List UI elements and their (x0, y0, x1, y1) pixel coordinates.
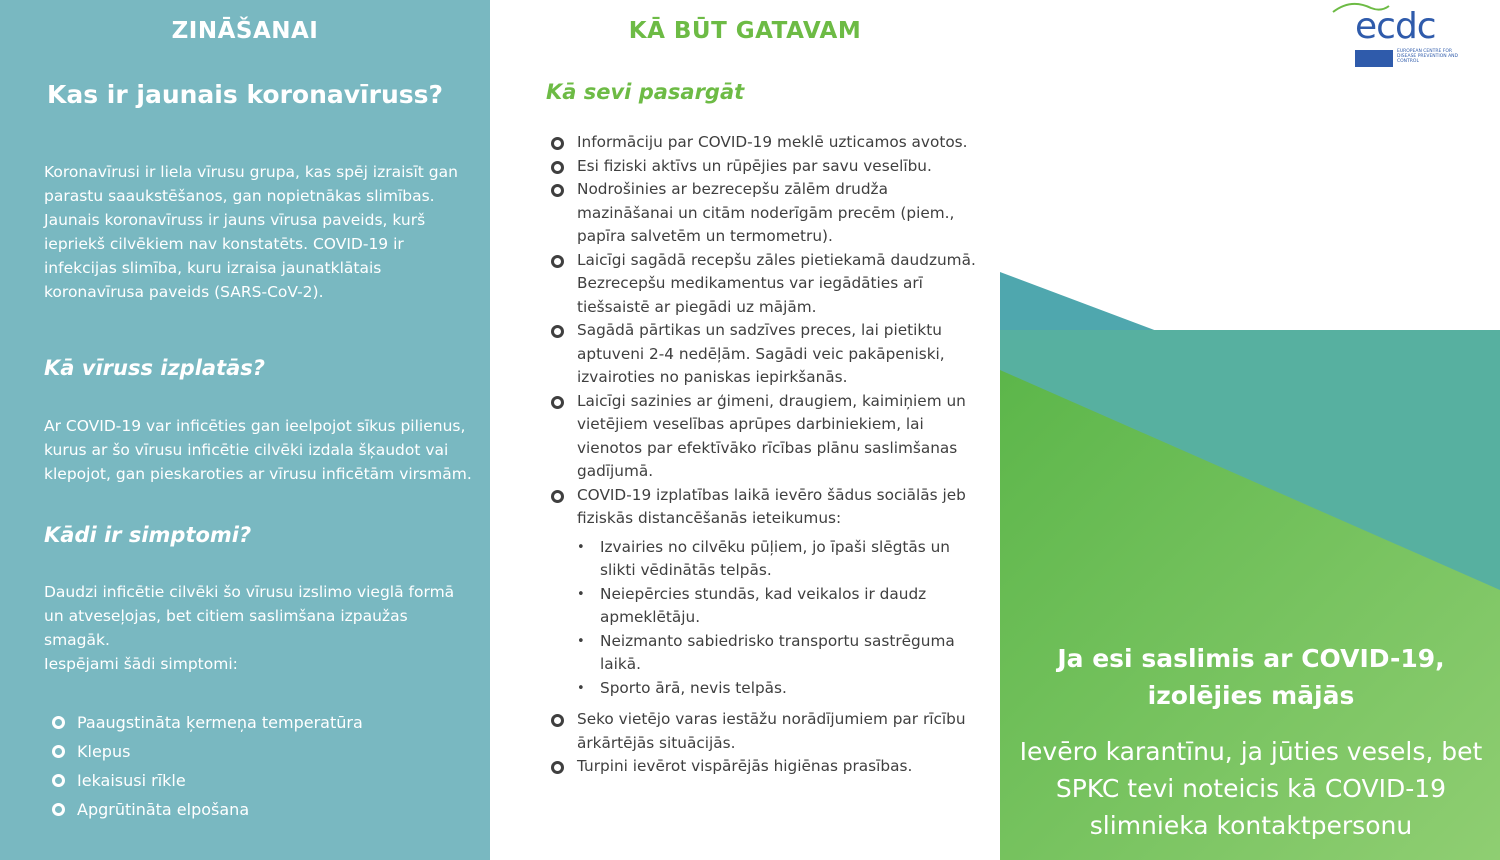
logo-subtitle: EUROPEAN CENTRE FOR DISEASE PREVENTION AND CONTROL (1397, 49, 1458, 64)
circle-bullet-icon (551, 325, 564, 338)
quarantine-text: Ievēro karantīnu, ja jūties vesels, bet SPKC tevi noteicis kā COVID-19 slimnieka kontaktpersonu (1019, 737, 1483, 840)
list-item: Sagādā pārtikas un sadzīves preces, lai pietiktu aptuveni 2-4 nedēļām. Sagādi veic pakāpeniski, izvairoties no paniskas iepirkšanās. (551, 319, 981, 390)
circle-bullet-icon (551, 490, 564, 503)
list-item: Klepus (52, 737, 363, 766)
list-item: Informāciju par COVID-19 meklē uzticamos avotos. (551, 131, 981, 155)
coronavirus-title: Kas ir jaunais koronavīruss? (46, 80, 444, 109)
decorative-panel (1000, 0, 1500, 860)
symptoms-intro: Iespējami šādi simptomi: (44, 655, 238, 673)
symptoms-text-block (44, 580, 474, 676)
isolation-heading: Ja esi saslimis ar COVID-19, izolējies mājās (1057, 644, 1445, 710)
circle-bullet-icon (551, 255, 564, 268)
protection-tips-list (551, 131, 981, 779)
list-item: • Izvairies no cilvēku pūļiem, jo īpaši slēgtās un slikti vēdinātās telpās. (577, 536, 981, 583)
circle-bullet-icon (52, 803, 65, 816)
circle-bullet-icon (551, 761, 564, 774)
list-item: • Sporto ārā, nevis telpās. (577, 677, 981, 701)
list-item: Iekaisusi rīkle (52, 766, 363, 795)
preparedness-header: KĀ BŪT GATAVAM (628, 18, 862, 44)
circle-bullet-icon (551, 184, 564, 197)
protect-yourself-heading: Kā sevi pasargāt (546, 80, 745, 104)
list-item: • Neiepērcies stundās, kad veikalos ir daudz apmeklētāju. (577, 583, 981, 630)
list-item: COVID-19 izplatības laikā ievēro šādus sociālās jeb fiziskās distancēšanās ieteikumus: • Izvairies no cilvēku pūļiem, jo īpaši slēgtās un slikti vēdinātās telpās. • Neiepērcies stundās, kad veikalos ir daudz apmeklētāju. • Neizmanto sabiedrisko transportu sastrēguma laikā. • Sporto ārā, nevis telpās. (551, 484, 981, 701)
symptoms-text: Daudzi inficētie cilvēki šo vīrusu izslimo vieglā formā un atveseļojas, bet citiem saslimšana izpaužas smagāk. (44, 583, 455, 649)
distancing-list (577, 536, 981, 701)
symptoms-list (52, 708, 363, 824)
list-item: • Neizmanto sabiedrisko transportu sastrēguma laikā. (577, 630, 981, 677)
circle-bullet-icon (551, 396, 564, 409)
list-item: Laicīgi sagādā recepšu zāles pietiekamā daudzumā. Bezrecepšu medikamentus var iegādāties arī tiešsaistē ar piegādi uz mājām. (551, 249, 981, 320)
list-item: Seko vietējo varas iestāžu norādījumiem par rīcību ārkārtējās situācijās. (551, 708, 981, 755)
circle-bullet-icon (52, 745, 65, 758)
list-item: Laicīgi sazinies ar ģimeni, draugiem, kaimiņiem un vietējiem veselības aprūpes darbiniekiem, lai vienotos par efektīvāko rīcības plānu saslimšanas gadījumā. (551, 390, 981, 484)
list-item: Paaugstināta ķermeņa temperatūra (52, 708, 363, 737)
list-item: Apgrūtināta elpošana (52, 795, 363, 824)
circle-bullet-icon (52, 716, 65, 729)
coronavirus-intro: Koronavīrusi ir liela vīrusu grupa, kas spēj izraisīt gan parastu saaukstēšanos, gan nopietnākas slimības. Jaunais koronavīruss ir jauns vīrusa paveids, kurš iepriekš cilvēkiem nav konstatēts. COVID-19 ir infekcijas slimība, kuru izraisa jaunatklātais koronavīrusa paveids (SARS-CoV-2). (44, 163, 458, 301)
spread-heading: Kā vīruss izplatās? (44, 356, 265, 380)
list-item: Turpini ievērot vispārējās higiēnas prasības. (551, 755, 981, 779)
spread-text: Ar COVID-19 var inficēties gan ieelpojot sīkus pilienus, kurus ar šo vīrusu inficētie cilvēki izdala šķaudot vai klepojot, gan pieskaroties ar vīrusu inficētām virsmām. (44, 417, 472, 483)
symptoms-heading: Kādi ir simptomi? (44, 523, 252, 547)
list-item: Nodrošinies ar bezrecepšu zālēm drudža mazināšanai un citām noderīgām precēm (piem., papīra salvetēm un termometru). (551, 178, 981, 249)
logo-wordmark: ecdc (1355, 6, 1436, 47)
circle-bullet-icon (52, 774, 65, 787)
circle-bullet-icon (551, 714, 564, 727)
list-item: Esi fiziski aktīvs un rūpējies par savu veselību. (551, 155, 981, 179)
circle-bullet-icon (551, 161, 564, 174)
knowledge-header: ZINĀŠANAI (171, 18, 319, 44)
circle-bullet-icon (551, 137, 564, 150)
knowledge-panel (0, 0, 490, 860)
